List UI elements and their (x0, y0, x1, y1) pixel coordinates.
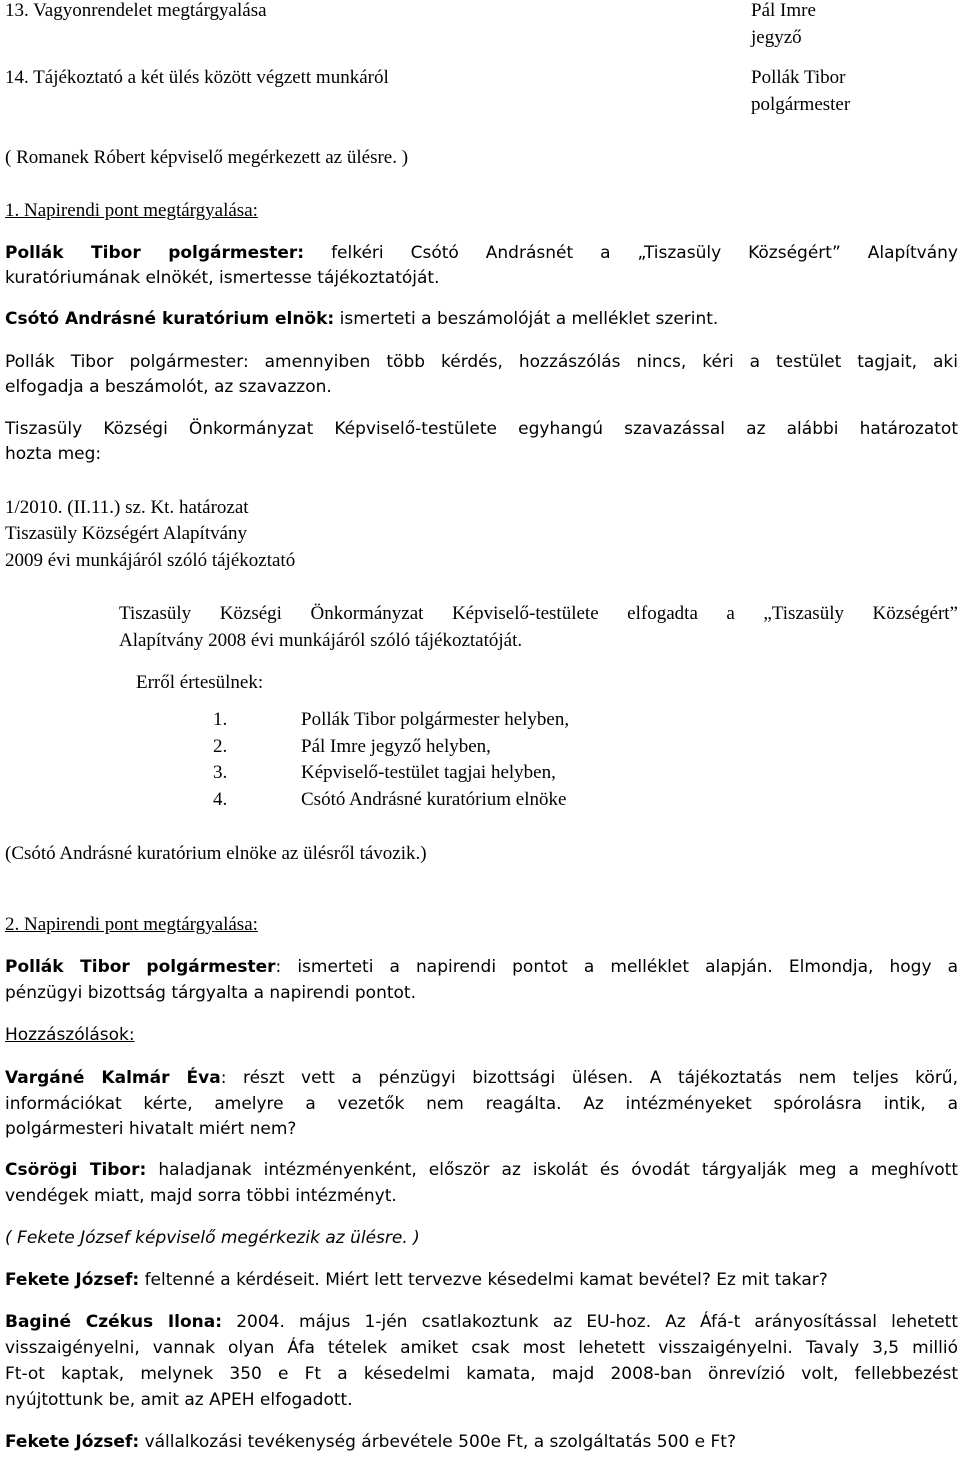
section1-paragraph-1-line2: kuratóriumának elnökét, ismertesse tájékoztatóját. (5, 268, 440, 288)
comment-4-line4: nyújtottunk be, amit az APEH elfogadott. (5, 1390, 353, 1410)
notify-item (213, 736, 491, 758)
agenda-role-14: polgármester (751, 94, 851, 115)
comments-heading: Hozzászólások: (5, 1025, 135, 1045)
paragraph-text: : ismerteti a napirendi pontot a melléklet alapján. Elmondja, hogy a (275, 957, 958, 977)
notify-item (213, 709, 569, 731)
speaker: Pollák Tibor polgármester (5, 352, 243, 372)
paragraph-text: 2004. május 1-jén csatlakoztunk az EU-hoz. Az Áfá-t arányosítással lehetett (236, 1312, 959, 1332)
list-number: 2. (213, 736, 228, 757)
agenda-presenter-14: Pollák Tibor (751, 67, 846, 88)
resolution-body: Tiszasüly Községi Önkormányzat Képviselő-testülete elfogadta a „Tiszasüly Községért” (119, 603, 958, 624)
list-number: 3. (213, 762, 228, 783)
comment-1-line3: polgármesteri hivatalt miért nem? (5, 1119, 297, 1139)
list-text: Pál Imre jegyző helyben, (301, 736, 491, 757)
vote-statement: Tiszasüly Községi Önkormányzat Képviselő-testülete egyhangú szavazással az alábbi határozatot (5, 419, 958, 439)
list-text: Képviselő-testület tagjai helyben, (301, 762, 556, 783)
speaker: Fekete József: (5, 1432, 140, 1452)
paragraph-text: : részt vett a pénzügyi bizottsági ülésen. A tájékoztatás nem teljes körű, (220, 1068, 958, 1088)
resolution-title: Tiszasüly Községért Alapítvány (5, 523, 248, 544)
speaker: Baginé Czékus Ilona: (5, 1312, 223, 1332)
vote-statement-line2: hozta meg: (5, 444, 102, 464)
comment-5 (5, 1432, 736, 1452)
notify-label: Erről értesülnek: (136, 672, 264, 693)
resolution-subtitle: 2009 évi munkájáról szóló tájékoztató (5, 550, 296, 571)
speaker: Csörögi Tibor: (5, 1160, 147, 1180)
comment-1-line2: információkat kérte, amelyre a vezetők nem reagálta. Az intézményeket spórolásra intik, a (5, 1094, 958, 1114)
speaker: Vargáné Kalmár Éva (5, 1068, 221, 1088)
section1-paragraph-3-line2: elfogadja a beszámolót, az szavazzon. (5, 377, 332, 397)
paragraph-text: ismerteti a beszámolóját a melléklet szerint. (339, 309, 719, 329)
list-text: Csótó Andrásné kuratórium elnöke (301, 789, 567, 810)
resolution-number: 1/2010. (II.11.) sz. Kt. határozat (5, 497, 249, 518)
comment-4 (5, 1312, 958, 1332)
comment-1 (5, 1068, 958, 1088)
paragraph-text: : amennyiben több kérdés, hozzászólás nincs, kéri a testület tagjait, aki (242, 352, 958, 372)
section1-paragraph-1 (5, 243, 958, 263)
comment-2-line2: vendégek miatt, majd sorra többi intézményt. (5, 1186, 397, 1206)
paragraph-text: felkéri Csótó Andrásnét a „Tiszasüly Községért” Alapítvány (331, 243, 958, 263)
agenda-item-14: 14. Tájékoztató a két ülés között végzett munkáról (5, 67, 389, 88)
comment-3 (5, 1270, 828, 1290)
arrival-note-2: ( Fekete József képviselő megérkezik az ülésre. ) (5, 1228, 420, 1248)
section2-paragraph-1 (5, 957, 958, 977)
paragraph-text: haladjanak intézményenként, először az iskolát és óvodát tárgyalják meg a meghívott (158, 1160, 959, 1180)
paragraph-text: vállalkozási tevékenység árbevétele 500e Ft, a szolgáltatás 500 e Ft? (144, 1432, 736, 1452)
resolution-body-line2: Alapítvány 2008 évi munkájáról szóló tájékoztatóját. (119, 630, 523, 651)
comment-2 (5, 1160, 958, 1180)
comment-4-line2: visszaigényelni, vannak olyan Áfa tételek amiket csak most lehetett visszaigényelni. Tavaly 3,5 millió (5, 1338, 958, 1358)
agenda-presenter-13: Pál Imre (751, 0, 816, 21)
notify-item (213, 762, 556, 784)
arrival-note: ( Romanek Róbert képviselő megérkezett az ülésre. ) (5, 147, 409, 168)
leave-note: (Csótó Andrásné kuratórium elnöke az ülésről távozik.) (5, 843, 427, 864)
notify-item (213, 789, 566, 811)
list-number: 4. (213, 789, 228, 810)
speaker: Pollák Tibor polgármester: (5, 243, 305, 263)
agenda-role-13: jegyző (751, 27, 802, 48)
speaker: Pollák Tibor polgármester (5, 957, 276, 977)
speaker: Fekete József: (5, 1270, 140, 1290)
section1-heading: 1. Napirendi pont megtárgyalása: (5, 200, 258, 221)
speaker: Csótó Andrásné kuratórium elnök: (5, 309, 335, 329)
agenda-item-13: 13. Vagyonrendelet megtárgyalása (5, 0, 267, 21)
list-text: Pollák Tibor polgármester helyben, (301, 709, 570, 730)
paragraph-text: feltenné a kérdéseit. Miért lett tervezve késedelmi kamat bevétel? Ez mit takar? (144, 1270, 828, 1290)
section2-heading: 2. Napirendi pont megtárgyalása: (5, 914, 258, 935)
section2-paragraph-1-line2: pénzügyi bizottság tárgyalta a napirendi pontot. (5, 983, 416, 1003)
comment-4-line3: Ft-ot kaptak, melynek 350 e Ft a késedelmi kamata, majd 2008-ban önrevízió volt, fellebbezést (5, 1364, 958, 1384)
section1-paragraph-2 (5, 309, 718, 329)
list-number: 1. (213, 709, 228, 730)
section1-paragraph-3 (5, 352, 958, 372)
